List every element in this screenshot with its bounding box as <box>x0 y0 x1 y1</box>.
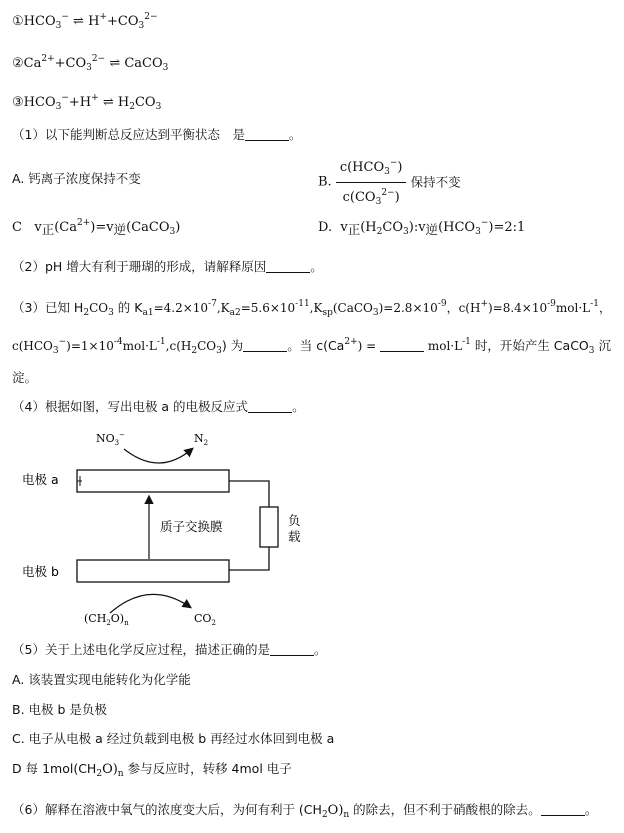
subscript: 正 <box>41 222 55 237</box>
formula: HCO <box>23 95 56 110</box>
formula: H <box>79 95 92 110</box>
fraction-numerator <box>336 154 407 183</box>
question-6-stem <box>12 801 598 824</box>
subscript: 逆 <box>425 222 439 237</box>
membrane-label: 质子交换膜 <box>160 519 223 534</box>
question-text: 。当 c(Ca <box>287 338 345 353</box>
superscript: 2+ <box>77 218 91 228</box>
question-3-line-2 <box>12 333 611 360</box>
answer-blank[interactable] <box>243 339 287 352</box>
subscript: 3 <box>216 346 222 356</box>
ch2o-label: $(CH_2O)_n$ <box>84 612 129 627</box>
option-text: A. 钙离子浓度保持不变 <box>12 171 141 186</box>
subscript: 2 <box>129 102 135 112</box>
subscript: 3 <box>403 227 409 237</box>
formula: (H <box>360 220 377 235</box>
q5-option-b[interactable] <box>12 701 107 719</box>
equilibrium-arrow: ⇌ <box>102 95 114 110</box>
formula: :v <box>413 220 426 235</box>
external-wire-top <box>229 481 269 507</box>
equilibrium-arrow: ⇌ <box>109 56 121 71</box>
superscript: 2+ <box>41 54 55 64</box>
formula: (HCO <box>438 220 476 235</box>
q5-option-a[interactable] <box>12 671 191 689</box>
reaction-number: ② <box>12 56 24 71</box>
question-3-line-1 <box>12 295 611 322</box>
reaction-number: ③ <box>12 95 24 110</box>
formula: )=8.4×10 <box>487 301 548 315</box>
formula: =4.2×10 <box>153 301 209 315</box>
formula: =5.6×10 <box>240 301 296 315</box>
formula: )=1×10 <box>66 339 114 353</box>
electrode-b <box>77 560 229 582</box>
formula: c(HCO <box>12 339 53 353</box>
option-text: C. 电子从电极 a 经过负载到电极 b 再经过水体回到电极 a <box>12 731 335 746</box>
formula: mol·L <box>427 339 463 353</box>
load-label: 载 <box>288 529 301 544</box>
question-text: 沉 <box>594 338 611 353</box>
answer-blank[interactable] <box>270 643 314 656</box>
formula: (CaCO <box>126 220 170 235</box>
formula: =v <box>95 220 114 235</box>
formula: ,c(H <box>165 339 192 353</box>
equilibrium-arrow: ⇌ <box>73 14 84 29</box>
superscript: − <box>58 337 67 347</box>
question-text: 时，开始产生 CaCO <box>470 338 589 353</box>
subscript: 3 <box>55 21 62 31</box>
superscript: 2− <box>381 188 395 198</box>
paren: ) <box>175 220 181 235</box>
question-4-stem <box>12 398 305 416</box>
superscript: + <box>91 93 99 103</box>
external-wire-bottom <box>229 547 269 570</box>
formula: O) <box>102 762 118 777</box>
answer-blank[interactable] <box>248 400 292 413</box>
reaction-3 <box>12 89 161 116</box>
option-text: 保持不变 <box>410 174 461 190</box>
formula: =2:1 <box>493 220 526 235</box>
subscript: 3 <box>169 227 176 237</box>
superscript: 2− <box>144 12 158 22</box>
option-label: B. <box>318 174 332 190</box>
load-label: 负 <box>288 513 301 528</box>
subscript: 3 <box>138 21 145 31</box>
question-text: 淀。 <box>12 370 38 385</box>
superscript: + <box>99 12 107 22</box>
nitrate-to-n2-arrow <box>124 449 192 463</box>
subscript: 2 <box>376 227 383 237</box>
question-text: （3）已知 H <box>12 300 84 315</box>
formula: CO <box>134 95 156 110</box>
superscript: 2− <box>91 54 106 64</box>
subscript: 3 <box>162 63 169 73</box>
formula: ) = <box>357 339 377 353</box>
superscript: − <box>480 218 489 228</box>
formula: CaCO <box>124 56 163 71</box>
subscript: 3 <box>86 63 92 73</box>
subscript: 2 <box>96 769 103 779</box>
q1-option-b[interactable] <box>318 154 461 211</box>
formula: c(HCO <box>339 160 385 175</box>
punctuation: 。 <box>584 803 598 818</box>
q1-option-d[interactable] <box>318 214 525 241</box>
option-label: C <box>12 220 22 235</box>
answer-blank[interactable] <box>266 260 310 273</box>
load-resistor <box>260 507 278 547</box>
formula: Ca <box>23 56 42 71</box>
punctuation: ， <box>598 301 611 315</box>
superscript: 2+ <box>344 337 358 347</box>
answer-blank[interactable] <box>245 128 289 141</box>
question-5-stem <box>12 641 326 659</box>
punctuation: 。 <box>292 399 305 414</box>
subscript: n <box>343 810 350 820</box>
paren: ) <box>90 220 96 235</box>
subscript: a2 <box>229 308 241 318</box>
superscript: + <box>480 299 488 309</box>
answer-blank[interactable] <box>541 803 585 816</box>
question-text: （2）pH 增大有利于珊瑚的形成，请解释原因 <box>12 259 267 274</box>
q1-option-c[interactable] <box>12 214 180 241</box>
formula: ,K <box>216 301 230 315</box>
question-text: （5）关于上述电化学反应过程，描述正确的是 <box>12 642 270 657</box>
question-text: （4）根据如图，写出电极 a 的电极反应式 <box>12 399 249 414</box>
question-text: 的除去，但不利于硝酸根的除去。 <box>349 802 541 817</box>
question-3-line-3 <box>12 369 37 387</box>
superscript: -1 <box>156 337 166 347</box>
subscript: sp <box>322 308 333 318</box>
plus: + <box>106 14 118 29</box>
formula: (Ca <box>54 220 78 235</box>
option-text: B. 电极 b 是负极 <box>12 702 107 717</box>
subscript: a1 <box>142 308 154 318</box>
superscript: − <box>61 12 69 22</box>
formula: CO <box>197 339 217 353</box>
paren: ) <box>397 160 403 175</box>
concentration-fraction <box>336 154 407 211</box>
subscript: 3 <box>372 308 379 318</box>
answer-blank[interactable] <box>380 339 424 352</box>
reaction-2 <box>12 50 168 77</box>
q1-option-a[interactable] <box>12 170 141 188</box>
option-text: 参与反应时，转移 4mol 电子 <box>123 761 292 776</box>
electrode-a-label: 电极 a <box>22 472 59 487</box>
question-text: （1）以下能判断总反应达到平衡状态 是 <box>12 127 245 142</box>
superscript: -11 <box>295 299 310 309</box>
n2-label: $N_2$ <box>194 432 209 447</box>
formula: mol·L <box>555 301 591 315</box>
question-1-stem <box>12 126 301 144</box>
paren: ) <box>408 220 414 235</box>
formula: CO <box>117 14 139 29</box>
punctuation: 。 <box>310 259 323 274</box>
subscript: 逆 <box>113 222 127 237</box>
ch2o-to-co2-arrow <box>110 594 190 613</box>
superscript: -7 <box>208 299 217 309</box>
superscript: -9 <box>437 299 447 309</box>
fraction-denominator <box>336 183 407 211</box>
option-label: D. <box>318 220 333 235</box>
formula: c(CO <box>342 190 376 205</box>
formula: ，c(H <box>446 301 481 315</box>
punctuation: 。 <box>288 127 302 142</box>
subscript: 2 <box>191 346 198 356</box>
question-text: 的 K <box>113 300 143 315</box>
formula: v <box>34 220 42 235</box>
subscript: 2 <box>321 810 328 820</box>
co2-label: $CO_2$ <box>194 612 216 627</box>
formula: (CaCO <box>332 301 373 315</box>
superscript: − <box>61 93 69 103</box>
formula: )=2.8×10 <box>378 301 438 315</box>
punctuation: 。 <box>313 642 327 657</box>
subscript: 2 <box>83 308 90 318</box>
formula: mol·L <box>122 339 157 353</box>
subscript: 3 <box>108 308 114 318</box>
electrode-a <box>77 470 229 492</box>
subscript: 3 <box>52 346 59 356</box>
plus: + <box>68 95 80 110</box>
superscript: − <box>389 158 398 168</box>
subscript: 3 <box>384 167 390 177</box>
formula: O) <box>327 803 344 818</box>
subscript: 3 <box>375 197 382 207</box>
reaction-1 <box>12 8 158 35</box>
q5-option-c[interactable] <box>12 730 334 748</box>
option-text: A. 该装置实现电能转化为化学能 <box>12 672 191 687</box>
formula: ,K <box>309 301 323 315</box>
nitrate-label: $NO_3^-$ <box>96 431 125 447</box>
subscript: 正 <box>347 222 361 237</box>
formula: v <box>340 220 348 235</box>
formula: CO <box>89 301 109 315</box>
q5-option-d[interactable] <box>12 760 292 783</box>
formula: CO <box>65 56 87 71</box>
electrochemical-cell-diagram <box>14 427 314 627</box>
subscript: 3 <box>588 346 595 356</box>
formula: H <box>88 14 100 29</box>
formula: HCO <box>23 14 56 29</box>
subscript: 3 <box>55 102 62 112</box>
superscript: -1 <box>590 299 599 309</box>
reaction-number: ① <box>12 14 24 29</box>
paren: ) <box>394 190 400 205</box>
formula: H <box>117 95 130 110</box>
subscript: n <box>117 769 124 779</box>
superscript: -9 <box>547 299 556 309</box>
superscript: -4 <box>113 337 123 347</box>
subscript: 3 <box>155 102 162 112</box>
plus: + <box>54 56 66 71</box>
superscript: -1 <box>462 337 471 347</box>
subscript: 3 <box>475 227 481 237</box>
paren: ) <box>488 220 494 235</box>
formula: CO <box>382 220 403 235</box>
electrode-b-label: 电极 b <box>22 564 59 579</box>
question-text: （6）解释在溶液中氧气的浓度变大后，为何有利于 (CH <box>12 802 322 817</box>
option-text: D 每 1mol(CH <box>12 761 97 776</box>
question-2-stem <box>12 258 323 276</box>
question-text: ) 为 <box>221 338 244 353</box>
